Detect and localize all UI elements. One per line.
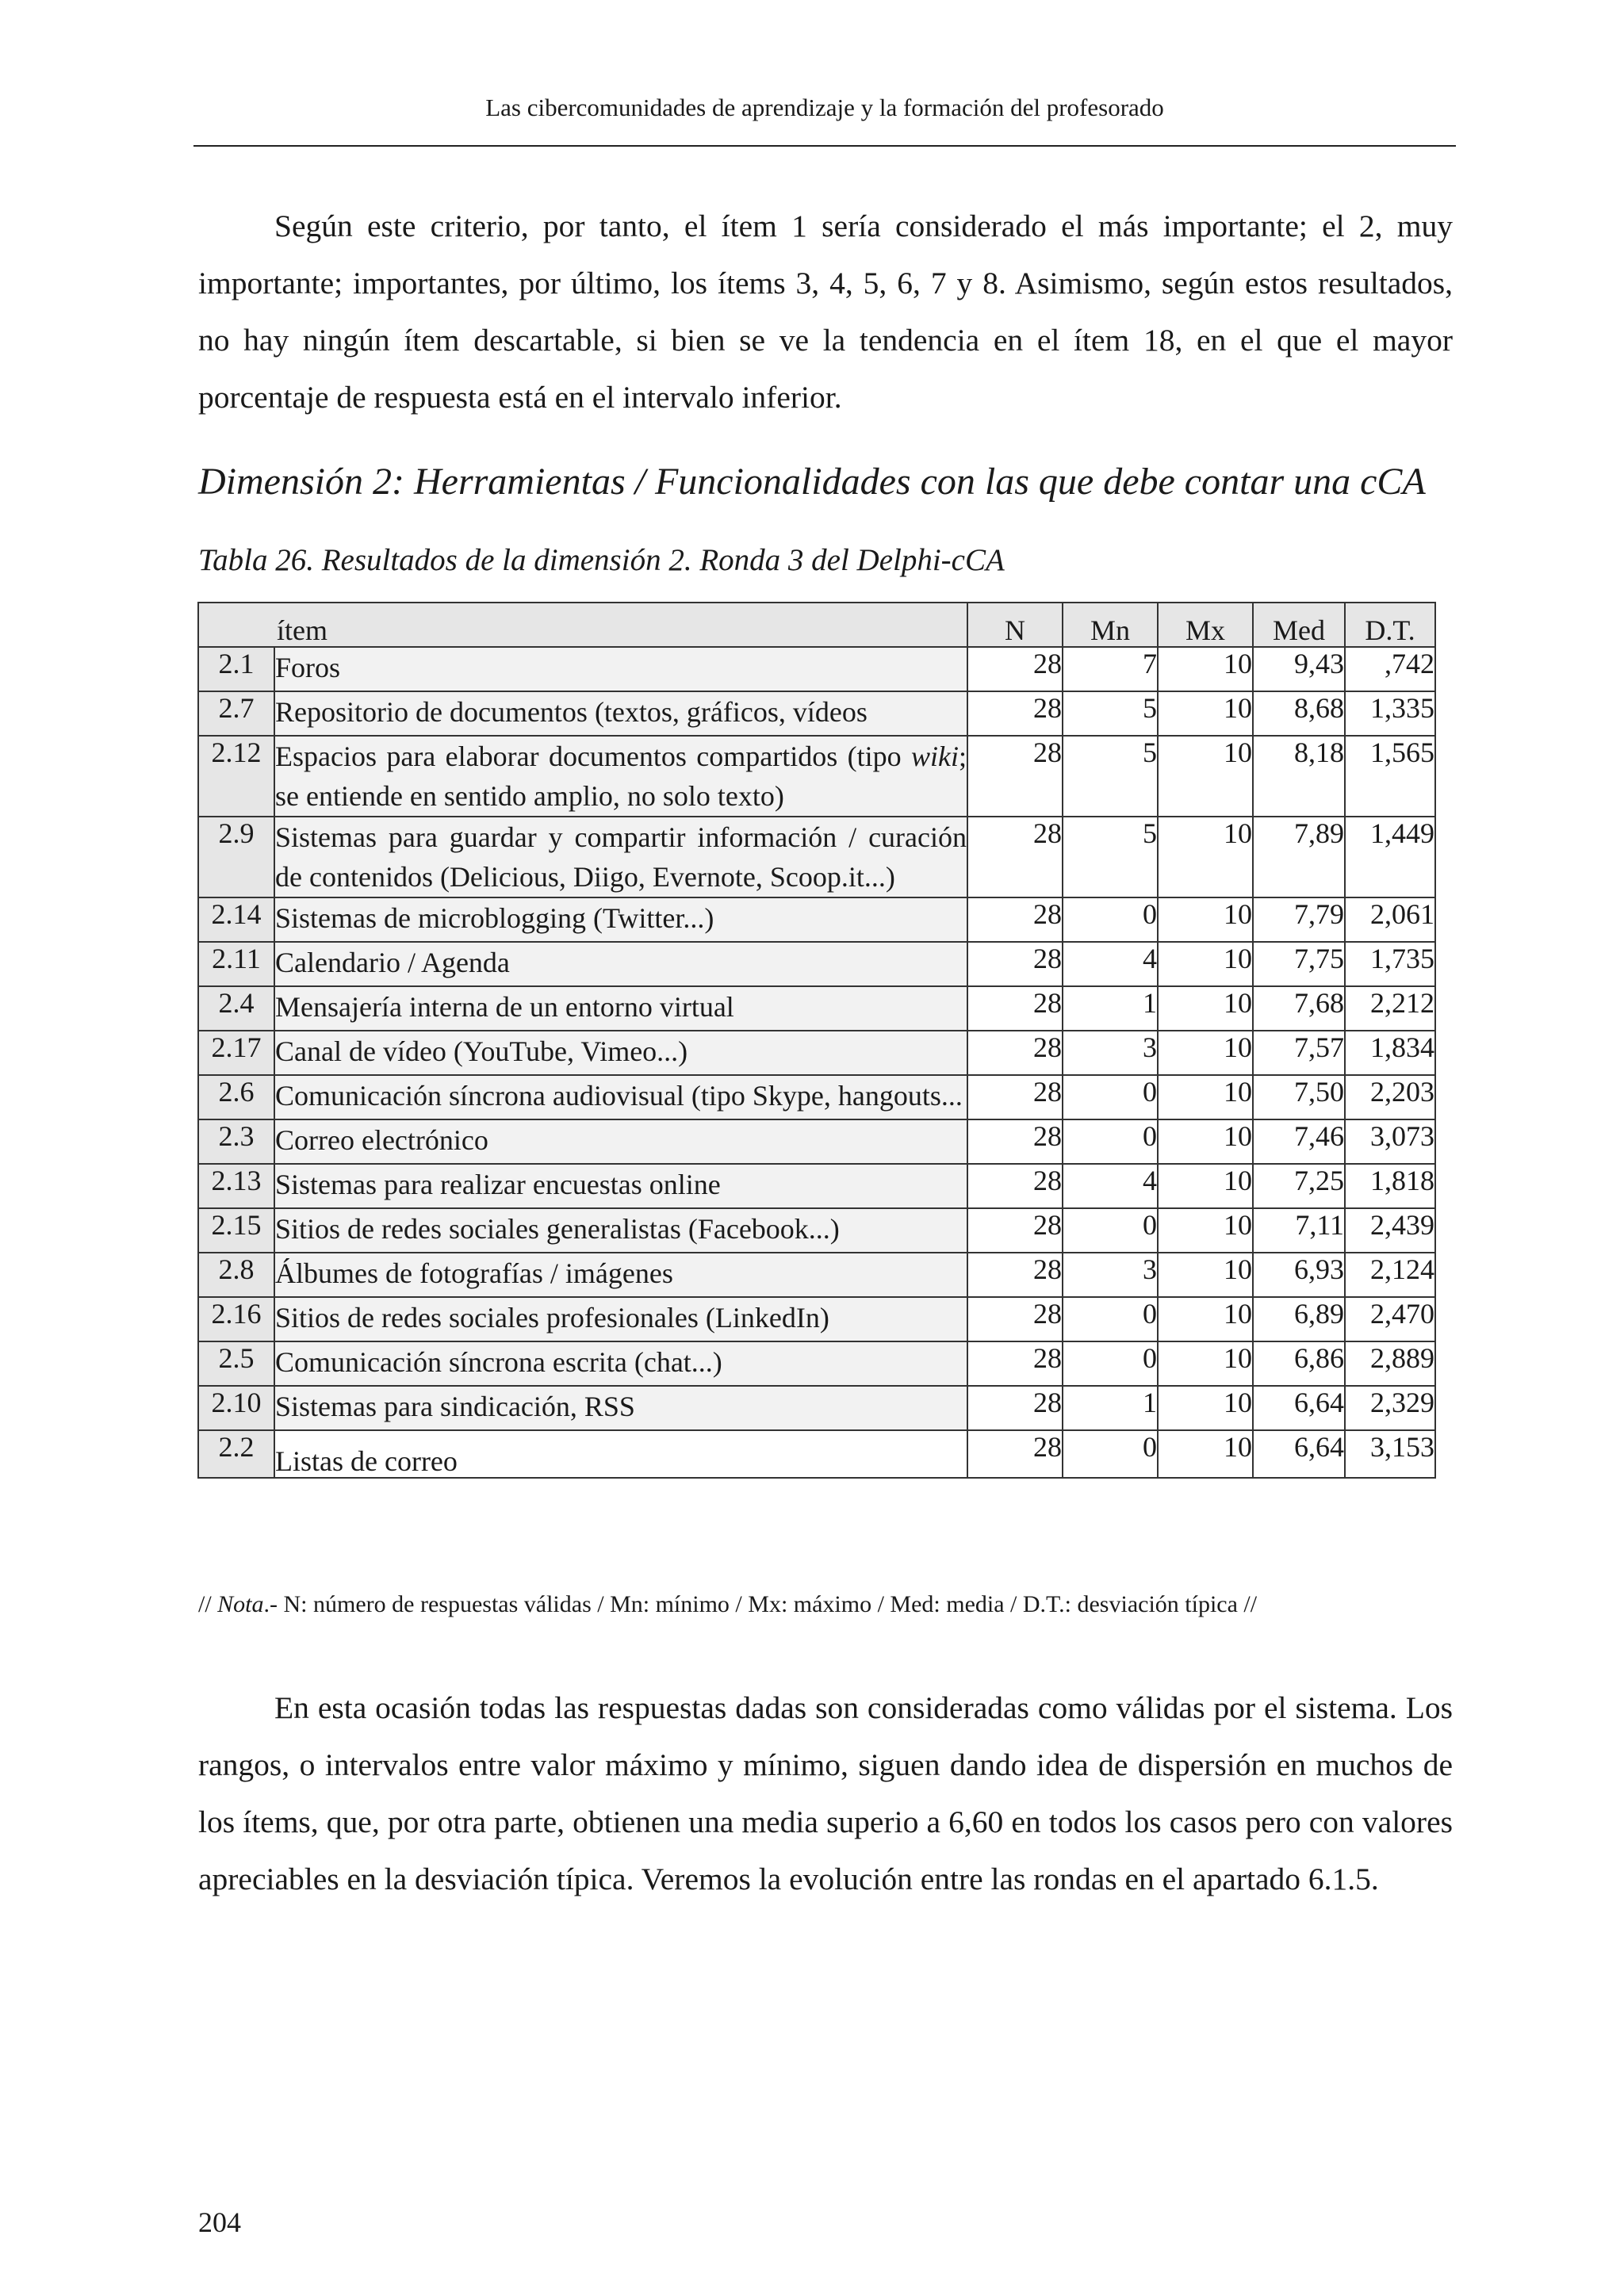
value-dt: ,742	[1345, 647, 1435, 691]
value-mn: 0	[1063, 1119, 1158, 1164]
value-mn: 3	[1063, 1031, 1158, 1075]
value-n: 28	[967, 1341, 1063, 1386]
item-description: Comunicación síncrona audiovisual (tipo Skype, hangouts...	[274, 1075, 967, 1119]
item-description: Sistemas para sindicación, RSS	[274, 1386, 967, 1430]
value-mn: 0	[1063, 1208, 1158, 1253]
page-number: 204	[198, 2206, 241, 2238]
value-med: 6,89	[1253, 1297, 1345, 1341]
note-label: Nota	[217, 1591, 264, 1617]
value-mn: 4	[1063, 942, 1158, 986]
value-mx: 10	[1158, 1164, 1253, 1208]
value-mn: 1	[1063, 986, 1158, 1031]
value-dt: 1,335	[1345, 691, 1435, 736]
value-n: 28	[967, 942, 1063, 986]
value-n: 28	[967, 736, 1063, 817]
value-dt: 2,061	[1345, 897, 1435, 942]
value-n: 28	[967, 986, 1063, 1031]
value-med: 7,89	[1253, 817, 1345, 897]
value-med: 6,93	[1253, 1253, 1345, 1297]
table-row	[198, 1208, 1435, 1253]
item-description: Sistemas de microblogging (Twitter...)	[274, 897, 967, 942]
value-mn: 0	[1063, 897, 1158, 942]
value-mx: 10	[1158, 897, 1253, 942]
value-mn: 5	[1063, 691, 1158, 736]
item-description: Repositorio de documentos (textos, gráficos, vídeos	[274, 691, 967, 736]
value-med: 7,46	[1253, 1119, 1345, 1164]
item-code: 2.4	[198, 986, 274, 1031]
value-dt: 2,889	[1345, 1341, 1435, 1386]
value-mx: 10	[1158, 986, 1253, 1031]
item-description: Foros	[274, 647, 967, 691]
value-med: 7,68	[1253, 986, 1345, 1031]
value-dt: 1,735	[1345, 942, 1435, 986]
value-n: 28	[967, 897, 1063, 942]
item-description	[274, 736, 967, 817]
value-med: 8,18	[1253, 736, 1345, 817]
value-n: 28	[967, 691, 1063, 736]
table-row	[198, 986, 1435, 1031]
value-mx: 10	[1158, 1386, 1253, 1430]
value-dt: 1,565	[1345, 736, 1435, 817]
table-row	[198, 691, 1435, 736]
item-description: Sistemas para realizar encuestas online	[274, 1164, 967, 1208]
table-row	[198, 736, 1435, 817]
value-dt: 2,124	[1345, 1253, 1435, 1297]
value-mx: 10	[1158, 942, 1253, 986]
value-mx: 10	[1158, 736, 1253, 817]
item-description: Canal de vídeo (YouTube, Vimeo...)	[274, 1031, 967, 1075]
table-row	[198, 1297, 1435, 1341]
value-dt: 3,073	[1345, 1119, 1435, 1164]
table-caption: Tabla 26. Resultados de la dimensión 2. Ronda 3 del Delphi-cCA	[198, 543, 1005, 577]
item-description: Sistemas para guardar y compartir información / curación de contenidos (Delicious, Diigo, Evernote, Scoop.it...)	[274, 817, 967, 897]
closing-paragraph: En esta ocasión todas las respuestas dadas son consideradas como válidas por el sistema. Los rangos, o intervalos entre valor máximo y mínimo, siguen dando idea de dispersión en muchos de los ítems, que, por otra parte, obtienen una media superio a 6,60 en todos los casos pero con valores apreciables en la desviación típica. Veremos la evolución entre las rondas en el apartado 6.1.5.	[198, 1690, 1453, 1896]
table-header-row	[198, 603, 1435, 647]
value-med: 7,57	[1253, 1031, 1345, 1075]
running-head: Las cibercomunidades de aprendizaje y la formación del profesorado	[485, 94, 1164, 121]
table-note	[198, 1591, 1257, 1618]
value-med: 6,86	[1253, 1341, 1345, 1386]
value-mn: 0	[1063, 1341, 1158, 1386]
item-description: Correo electrónico	[274, 1119, 967, 1164]
item-code: 2.10	[198, 1386, 274, 1430]
table-row	[198, 1031, 1435, 1075]
value-mx: 10	[1158, 1208, 1253, 1253]
value-mn: 0	[1063, 1075, 1158, 1119]
value-n: 28	[967, 1031, 1063, 1075]
value-mn: 1	[1063, 1386, 1158, 1430]
item-code: 2.15	[198, 1208, 274, 1253]
item-code: 2.16	[198, 1297, 274, 1341]
table-row	[198, 817, 1435, 897]
value-mx: 10	[1158, 1253, 1253, 1297]
item-code: 2.7	[198, 691, 274, 736]
table-row	[198, 1075, 1435, 1119]
value-mx: 10	[1158, 1297, 1253, 1341]
header-dt: D.T.	[1345, 603, 1435, 647]
item-description: Calendario / Agenda	[274, 942, 967, 986]
intro-paragraph: Según este criterio, por tanto, el ítem 1 sería considerado el más importante; el 2, muy importante; importantes, por último, los ítems 3, 4, 5, 6, 7 y 8. Asimismo, según estos resultados, no hay ningún ítem descartable, si bien se ve la tendencia en el ítem 18, en el que el mayor porcentaje de respuesta está en el intervalo inferior.	[198, 209, 1453, 415]
value-dt: 2,439	[1345, 1208, 1435, 1253]
value-dt: 1,449	[1345, 817, 1435, 897]
value-mn: 5	[1063, 817, 1158, 897]
table-row	[198, 897, 1435, 942]
value-mn: 4	[1063, 1164, 1158, 1208]
value-dt: 3,153	[1345, 1430, 1435, 1478]
value-n: 28	[967, 1164, 1063, 1208]
item-description-wiki: wiki	[911, 740, 959, 772]
value-dt: 2,329	[1345, 1386, 1435, 1430]
table-row	[198, 1386, 1435, 1430]
value-med: 9,43	[1253, 647, 1345, 691]
value-dt: 1,818	[1345, 1164, 1435, 1208]
note-text: .- N: número de respuestas válidas / Mn: mínimo / Mx: máximo / Med: media / D.T.: desviación típica //	[263, 1591, 1258, 1617]
value-mn: 7	[1063, 647, 1158, 691]
item-description-start: Espacios para elaborar documentos compartidos (tipo	[275, 740, 911, 772]
item-code: 2.17	[198, 1031, 274, 1075]
value-mx: 10	[1158, 1430, 1253, 1478]
header-mx: Mx	[1158, 603, 1253, 647]
value-mx: 10	[1158, 1341, 1253, 1386]
section-heading: Dimensión 2: Herramientas / Funcionalidades con las que debe contar una cCA	[198, 461, 1426, 503]
value-med: 6,64	[1253, 1386, 1345, 1430]
value-med: 7,79	[1253, 897, 1345, 942]
value-mx: 10	[1158, 1031, 1253, 1075]
value-mx: 10	[1158, 1119, 1253, 1164]
value-n: 28	[967, 1253, 1063, 1297]
value-n: 28	[967, 1430, 1063, 1478]
item-description: Álbumes de fotografías / imágenes	[274, 1253, 967, 1297]
value-dt: 2,470	[1345, 1297, 1435, 1341]
value-dt: 1,834	[1345, 1031, 1435, 1075]
value-med: 7,25	[1253, 1164, 1345, 1208]
table-row	[198, 1341, 1435, 1386]
value-n: 28	[967, 1386, 1063, 1430]
table-row	[198, 1430, 1435, 1478]
item-description: Mensajería interna de un entorno virtual	[274, 986, 967, 1031]
value-dt: 2,203	[1345, 1075, 1435, 1119]
item-description: Sitios de redes sociales profesionales (LinkedIn)	[274, 1297, 967, 1341]
item-code: 2.9	[198, 817, 274, 897]
item-code: 2.1	[198, 647, 274, 691]
note-prefix: //	[198, 1591, 218, 1617]
value-n: 28	[967, 1208, 1063, 1253]
header-mn: Mn	[1063, 603, 1158, 647]
value-mn: 3	[1063, 1253, 1158, 1297]
table-row	[198, 1164, 1435, 1208]
value-mn: 5	[1063, 736, 1158, 817]
value-mn: 0	[1063, 1430, 1158, 1478]
value-med: 8,68	[1253, 691, 1345, 736]
table-row	[198, 942, 1435, 986]
results-table	[197, 602, 1436, 1479]
item-code: 2.5	[198, 1341, 274, 1386]
header-rule	[193, 145, 1456, 147]
header-item: ítem	[198, 603, 967, 647]
value-n: 28	[967, 1075, 1063, 1119]
value-dt: 2,212	[1345, 986, 1435, 1031]
value-n: 28	[967, 1297, 1063, 1341]
value-n: 28	[967, 1119, 1063, 1164]
value-n: 28	[967, 647, 1063, 691]
header-n: N	[967, 603, 1063, 647]
item-description: Listas de correo	[274, 1430, 967, 1478]
item-code: 2.11	[198, 942, 274, 986]
value-med: 7,11	[1253, 1208, 1345, 1253]
value-mx: 10	[1158, 1075, 1253, 1119]
value-mn: 0	[1063, 1297, 1158, 1341]
value-med: 7,75	[1253, 942, 1345, 986]
item-code: 2.14	[198, 897, 274, 942]
table-row	[198, 1119, 1435, 1164]
item-description: Sitios de redes sociales generalistas (Facebook...)	[274, 1208, 967, 1253]
item-code: 2.12	[198, 736, 274, 817]
item-code: 2.8	[198, 1253, 274, 1297]
item-description-end: ; se entiende en sentido amplio, no solo texto)	[275, 740, 967, 812]
value-med: 6,64	[1253, 1430, 1345, 1478]
value-mx: 10	[1158, 817, 1253, 897]
value-mx: 10	[1158, 647, 1253, 691]
value-mx: 10	[1158, 691, 1253, 736]
value-med: 7,50	[1253, 1075, 1345, 1119]
item-code: 2.2	[198, 1430, 274, 1478]
item-description: Comunicación síncrona escrita (chat...)	[274, 1341, 967, 1386]
table-row	[198, 647, 1435, 691]
item-code: 2.13	[198, 1164, 274, 1208]
item-code: 2.6	[198, 1075, 274, 1119]
value-n: 28	[967, 817, 1063, 897]
header-med: Med	[1253, 603, 1345, 647]
table-row	[198, 1253, 1435, 1297]
item-code: 2.3	[198, 1119, 274, 1164]
